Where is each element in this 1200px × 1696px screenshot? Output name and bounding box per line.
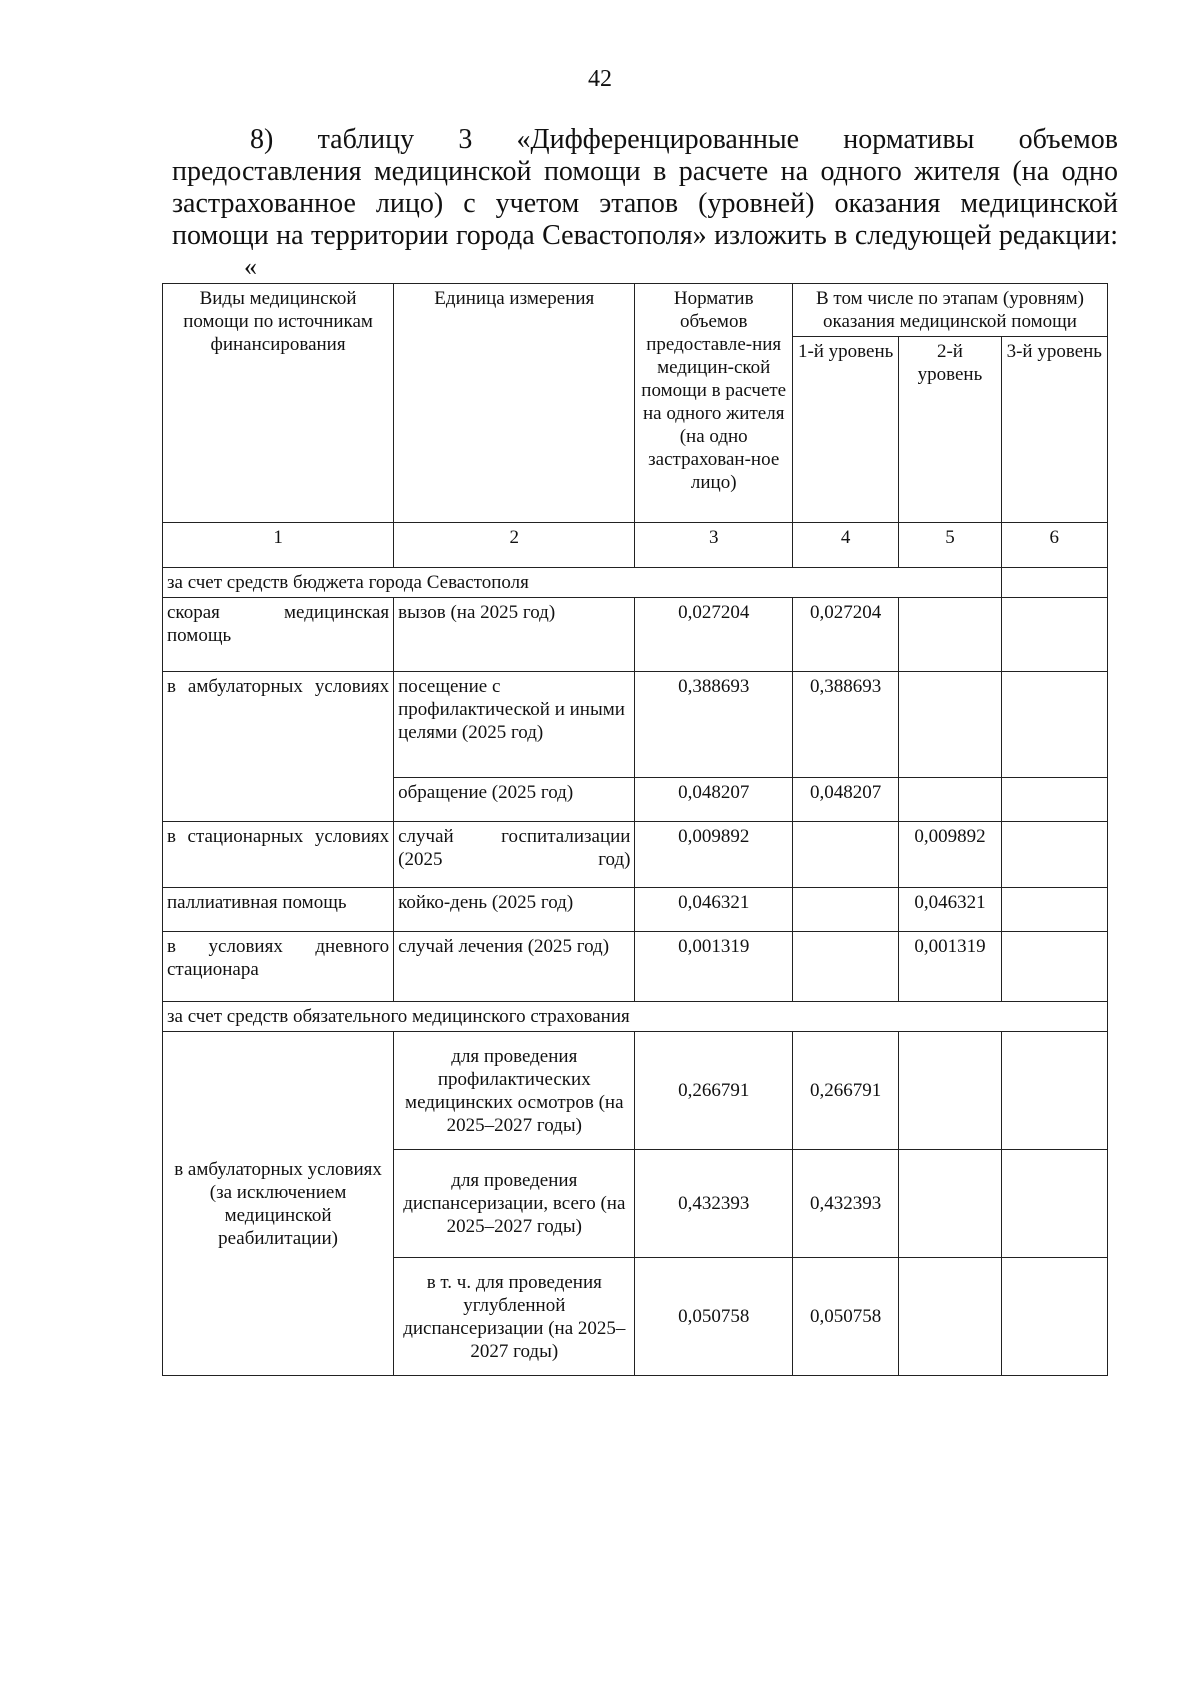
- level-3-value: [1001, 822, 1107, 888]
- unit: для проведения диспансеризации, всего (на 2025–2027 годы): [394, 1150, 635, 1258]
- table-row: [163, 598, 1108, 672]
- level-2-value: [899, 1032, 1001, 1150]
- intro-line: помощи на территории города Севастополя» изложить в следующей редакции:: [172, 220, 1118, 251]
- norm-value: 0,266791: [635, 1032, 792, 1150]
- table-row: [163, 888, 1108, 932]
- level-1-value: 0,050758: [792, 1258, 898, 1376]
- level-1-value: 0,027204: [792, 598, 898, 672]
- unit: случай госпитализации (2025 год): [394, 822, 635, 888]
- norm-value: 0,046321: [635, 888, 792, 932]
- unit: посещение с профилактической и иными целями (2025 год): [394, 672, 635, 778]
- section-title: за счет средств обязательного медицинского страхования: [163, 1002, 1108, 1032]
- care-type: в амбулаторных условиях: [163, 672, 394, 822]
- unit: случай лечения (2025 год): [394, 932, 635, 1002]
- header-levels-group: В том числе по этапам (уровням) оказания медицинской помощи: [792, 284, 1107, 337]
- table-row: [163, 932, 1108, 1002]
- norm-value: 0,027204: [635, 598, 792, 672]
- intro-line: 8) таблицу 3 «Дифференцированные нормативы объемов: [250, 124, 1118, 155]
- unit: вызов (на 2025 год): [394, 598, 635, 672]
- level-1-value: [792, 932, 898, 1002]
- level-1-value: 0,048207: [792, 778, 898, 822]
- level-3-value: [1001, 888, 1107, 932]
- section-title: за счет средств бюджета города Севастополя: [163, 568, 1002, 598]
- unit: в т. ч. для проведения углубленной диспансеризации (на 2025–2027 годы): [394, 1258, 635, 1376]
- intro-line: застрахованное лицо) с учетом этапов (уровней) оказания медицинской: [172, 188, 1118, 219]
- header-level-3: 3-й уровень: [1001, 337, 1107, 523]
- column-number: 2: [394, 523, 635, 568]
- norm-value: 0,048207: [635, 778, 792, 822]
- opening-quote-mark: «: [244, 252, 257, 281]
- level-3-value: [1001, 672, 1107, 778]
- norms-table: [162, 283, 1108, 1376]
- level-2-value: [899, 672, 1001, 778]
- level-2-value: 0,009892: [899, 822, 1001, 888]
- care-type: в условиях дневного стационара: [163, 932, 394, 1002]
- table-row: [163, 822, 1108, 888]
- intro-line: предоставления медицинской помощи в расчете на одного жителя (на одно: [172, 156, 1118, 187]
- level-2-value: 0,001319: [899, 932, 1001, 1002]
- level-3-value: [1001, 1258, 1107, 1376]
- header-norm: Норматив объемов предоставле-ния медицин-ской помощи в расчете на одного жителя (на одно застрахован-ное лицо): [635, 284, 792, 523]
- page-number: 42: [588, 66, 612, 92]
- level-2-value: [899, 1150, 1001, 1258]
- header-row: [163, 284, 1108, 337]
- unit: койко-день (2025 год): [394, 888, 635, 932]
- column-number: 6: [1001, 523, 1107, 568]
- header-type: Виды медицинской помощи по источникам финансирования: [163, 284, 394, 523]
- column-number: 1: [163, 523, 394, 568]
- table-row: [163, 672, 1108, 778]
- level-2-value: [899, 1258, 1001, 1376]
- section-budget-row: [163, 568, 1108, 598]
- unit: обращение (2025 год): [394, 778, 635, 822]
- intro-paragraph: [172, 124, 1118, 252]
- column-number: 4: [792, 523, 898, 568]
- level-1-value: 0,388693: [792, 672, 898, 778]
- level-3-value: [1001, 1150, 1107, 1258]
- empty-cell: [1001, 568, 1107, 598]
- level-1-value: 0,432393: [792, 1150, 898, 1258]
- level-2-value: [899, 778, 1001, 822]
- norm-value: 0,050758: [635, 1258, 792, 1376]
- level-1-value: 0,266791: [792, 1032, 898, 1150]
- column-number: 3: [635, 523, 792, 568]
- column-numbers-row: [163, 523, 1108, 568]
- unit: для проведения профилактических медицинских осмотров (на 2025–2027 годы): [394, 1032, 635, 1150]
- norm-value: 0,388693: [635, 672, 792, 778]
- norm-value: 0,432393: [635, 1150, 792, 1258]
- table-row: [163, 1032, 1108, 1150]
- norm-value: 0,001319: [635, 932, 792, 1002]
- level-3-value: [1001, 1032, 1107, 1150]
- care-type: скорая медицинская помощь: [163, 598, 394, 672]
- header-level-2: 2-й уровень: [899, 337, 1001, 523]
- header-unit: Единица измерения: [394, 284, 635, 523]
- norm-value: 0,009892: [635, 822, 792, 888]
- section-oms-row: [163, 1002, 1108, 1032]
- level-3-value: [1001, 932, 1107, 1002]
- care-type: в амбулаторных условиях (за исключением медицинской реабилитации): [163, 1032, 394, 1376]
- column-number: 5: [899, 523, 1001, 568]
- level-1-value: [792, 888, 898, 932]
- level-2-value: [899, 598, 1001, 672]
- care-type: в стационарных условиях: [163, 822, 394, 888]
- level-3-value: [1001, 778, 1107, 822]
- level-3-value: [1001, 598, 1107, 672]
- level-2-value: 0,046321: [899, 888, 1001, 932]
- header-level-1: 1-й уровень: [792, 337, 898, 523]
- level-1-value: [792, 822, 898, 888]
- care-type: паллиативная помощь: [163, 888, 394, 932]
